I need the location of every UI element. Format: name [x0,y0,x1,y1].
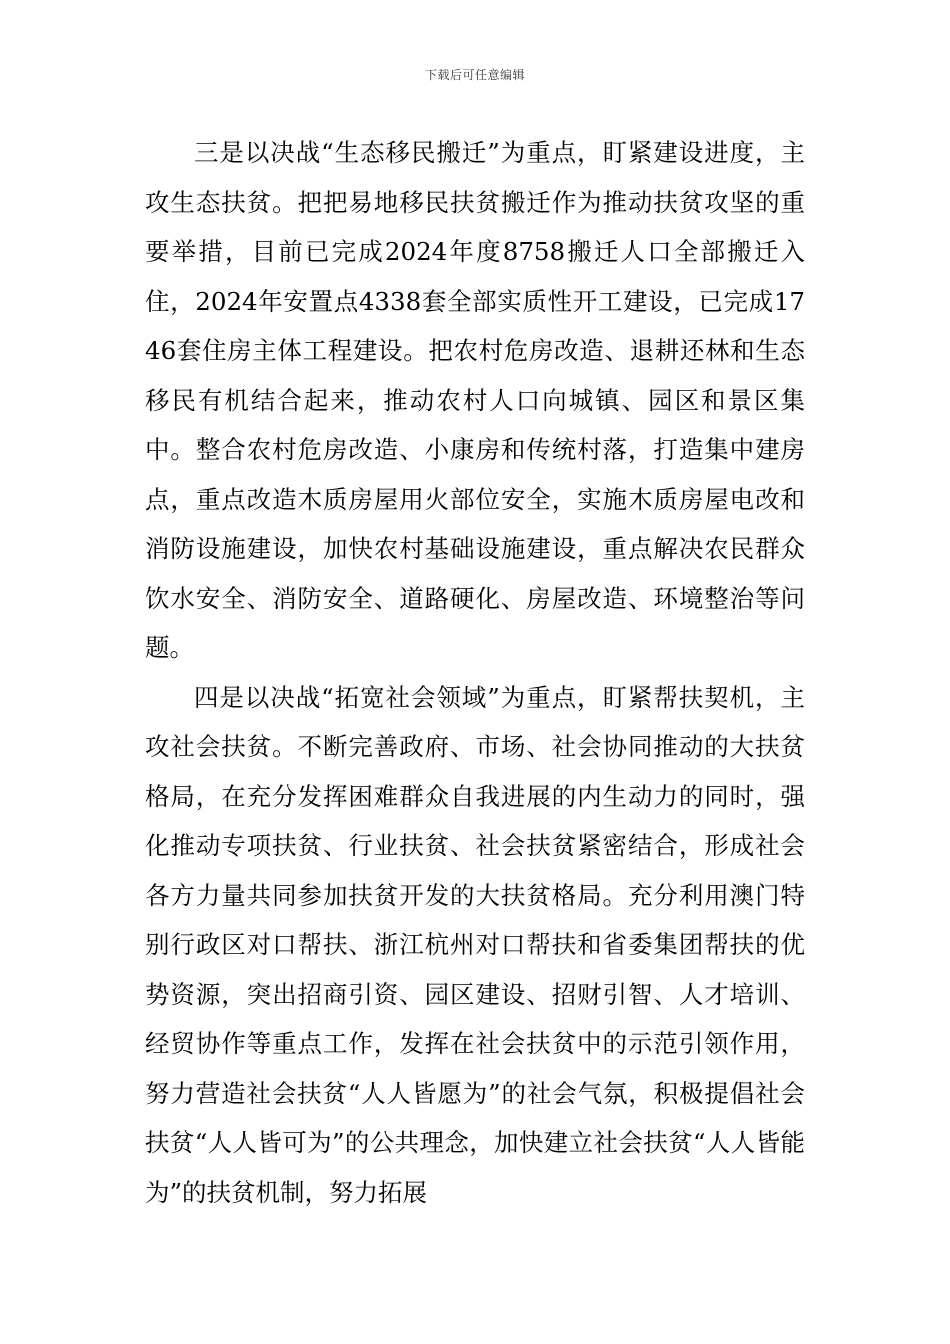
page-header-note: 下载后可任意编辑 [424,68,525,82]
paragraph-social-poverty-alleviation: 四是以决战“拓宽社会领域”为重点，盯紧帮扶契机，主攻社会扶贫。不断完善政府、市场、社会协同推动的大扶贫格局，在充分发挥困难群众自我进展的内生动力的同时，强化推动专项扶贫、行业扶贫、社会扶贫紧密结合，形成社会各方力量共同参加扶贫开发的大扶贫格局。充分利用澳门特别行政区对口帮扶、浙江杭州对口帮扶和省委集团帮扶的优势资源，突出招商引资、园区建设、招财引智、人才培训、经贸协作等重点工作，发挥在社会扶贫中的示范引领作用，努力营造社会扶贫“人人皆愿为”的社会气氛，积极提倡社会扶贫“人人皆可为”的公共理念，加快建立社会扶贫“人人皆能为”的扶贫机制，努力拓展 [145,682,805,1207]
document-body [145,128,805,1217]
paragraph-ecological-migration: 三是以决战“生态移民搬迁”为重点，盯紧建设进度，主攻生态扶贫。把把易地移民扶贫搬迁作为推动扶贫攻坚的重要举措，目前已完成2024年度8758搬迁人口全部搬迁入住，2024年安置点4338套全部实质性开工建设，已完成1746套住房主体工程建设。把农村危房改造、退耕还林和生态移民有机结合起来，推动农村人口向城镇、园区和景区集中。整合农村危房改造、小康房和传统村落，打造集中建房点，重点改造木质房屋用火部位安全，实施木质房屋电改和消防设施建设，加快农村基础设施建设，重点解决农民群众饮水安全、消防安全、道路硬化、房屋改造、环境整治等问题。 [145,138,805,662]
